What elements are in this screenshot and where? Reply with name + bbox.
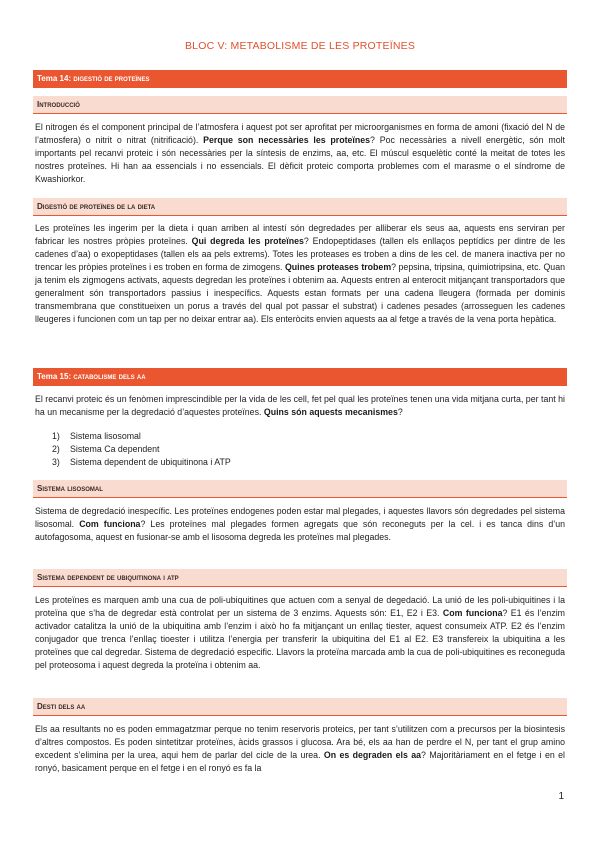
text-run: Les proteïnes les ingerim per la dieta i quan arriben al intestí són degredades per alliberar els seus aa, aquests ens serviran per fabricar les nostres pròpies proteïnes.: [35, 223, 565, 246]
ubiquitina-header: [33, 569, 567, 587]
list-text: Sistema Ca dependent: [70, 444, 160, 454]
text-run: ? E1 és l’enzim activador catalitza la unió de la ubiquitina amb l’enzim i això ho fa mitjançant un enllaç tiester, aquest consumeix ATP. E2 és l’enzim conjugador que trenca l’enllaç tioester i utilitza l’energia per transferir la ubiquitina del E1 al E2. E3 transfereix la ubiquitina a les proteïnes que cal degredar. Sistema de degredació especific. Llavors la proteïna marcada amb la cua de poli-ubiquitines es reconeguda pel proteosoma i aquest degreda la proteïna i obtenim aa.: [35, 608, 565, 670]
page-number: 1: [558, 791, 564, 802]
text-run: El nitrogen és el component principal de l’atmosfera i aquest pot ser aprofitat per microorganismes en forma de amoni (fixació del N de l’atmosfera) o nitrit o nitrat (nitrificació).: [35, 122, 565, 145]
tema-14-title: : digestió de proteïnes: [68, 74, 150, 83]
bold-question: Com funciona: [79, 519, 141, 529]
text-run: Les proteïnes es marquen amb una cua de poli-ubiquitines que actuen com a senyal de degedació. La unió de les poli-ubiquitines i la proteïna que s’ha de degredar està controlat per un sistema de 3 enzims. Aquests són: E1, E2 i E3.: [35, 595, 565, 618]
list-item: [52, 443, 231, 456]
desti-header: [33, 698, 567, 716]
text-run: ? pepsina, tripsina, quimiotripsina, etc. Quan ja tenim els zigmogens activats, aquests degredan les proteïnes i obtenim aa. Aquests entren al enterocit mitjançant transportadors que generalment són transportadors passius i inespecífics. Aquests estan formats per una cadena lleugera (formada per dominis transmembrana que constitueixen un porus a través del qual pot passar el substrat) i cadenes pesades (arrosseguen les cadenes lleugeres i funcionen com un tap per no deixar entrar aa). Els enteròcits envien aquests aa al fetge a través de la vena porta hepàtica.: [35, 262, 565, 324]
lisosomal-heading: Sistema lisosomal: [37, 484, 103, 493]
introduccio-heading: Introducció: [37, 100, 80, 109]
lisosomal-header: [33, 480, 567, 498]
text-run: ?: [397, 407, 403, 417]
list-text: Sistema lisosomal: [70, 431, 141, 441]
tema-15-lead: Tema 15: [37, 372, 69, 381]
text-run: ? Les proteïnes mal plegades formen agregats que són reconeguts per la cel. i es tanca dins d’un autofagosoma, aquest en fusionar-se amb el lisosoma degreda les proteïnes mal plegades.: [35, 519, 566, 542]
text-run: ? Poc necessàries a nivell energètic, són molt importants pel recanvi proteic i són necessàries per la síntesis de enzims, aa, etc. El múscul esquelètic conté la meitat de totes les nostres proteïnes. Hi han aa essencials i no essencials. El dèficit proteic comporta problemes com el marasme o el síndrome de Kwashiorkor.: [35, 135, 565, 184]
list-number: 2): [52, 444, 60, 454]
digestio-header: [33, 198, 567, 216]
introduccio-paragraph: [35, 121, 565, 186]
tema-14-header: [33, 70, 567, 88]
text-run: Sistema de degredació inespecífic. Les proteïnes endogenes poden estar mal plegades, i aquestes llavors són degredades pel sistema lisosomal.: [35, 506, 565, 529]
digestio-paragraph: [35, 222, 565, 326]
list-number: 1): [52, 431, 60, 441]
document-title: BLOC V: METABOLISME DE LES PROTEÏNES: [184, 40, 416, 52]
bold-question: Com funciona: [442, 608, 503, 618]
tema-14-lead: Tema 14: [37, 74, 69, 83]
desti-heading: Desti dels aa: [37, 702, 86, 711]
list-text: Sistema dependent de ubiquitinona i ATP: [70, 457, 231, 467]
list-item: [52, 430, 231, 443]
bold-question: Perque son necessàries les proteïnes: [203, 135, 371, 145]
tema-15-title: : catabolisme dels aa: [68, 372, 146, 381]
tema-15-header: [33, 368, 567, 386]
introduccio-header: [33, 96, 567, 114]
desti-paragraph: [35, 723, 565, 775]
text-run: El recanvi proteic és un fenòmen imprescindible per la vida de les cell, fet pel qual les proteïnes tenen una vida mitjana curta, per tant hi ha un mecanisme per la degredació d’aquestes proteïnes.: [35, 394, 565, 417]
text-run: ? Majoritàriament en el fetge i en el ronyó, basicament perque en el fetge i en el ronyó es fa la: [35, 750, 566, 773]
bold-question: Qui degreda les proteïnes: [191, 236, 304, 246]
list-number: 3): [52, 457, 60, 467]
mechanisms-list: [52, 430, 231, 469]
list-item: [52, 456, 231, 469]
ubiquitina-heading: Sistema dependent de ubiquitinona i atp: [37, 573, 179, 582]
digestio-heading: Digestió de proteïnes de la dieta: [37, 202, 156, 211]
text-run: ? Endopeptidases (tallen els enllaços peptídics per dintre de les cadenes d’aa) o exopeptidases (tallen els aa pels extrems). Totes les proteases es troben a dins de les cel. de manera inactiva per no trencar les pròpies proteïnes i es troben en forma de zimogens.: [35, 236, 565, 272]
bold-question: Quins són aquests mecanismes: [263, 407, 398, 417]
tema-15-paragraph: [35, 393, 565, 419]
bold-question: On es degraden els aa: [323, 750, 422, 760]
bold-question: Quines proteases trobem: [284, 262, 392, 272]
text-run: Els aa resultants no es poden emmagatzmar perque no tenim reservoris proteics, per tant s’utilitzen com a precursos per la biosintesis d’altres compostos. Es poden sintetitzar proteïnes, àcids grassos i glucosa. Ara bé, els aa han de perdre el N, per tant el grup amino excedent s’elimina per la urea, aqui hem de parlar del cicle de la urea.: [35, 724, 565, 760]
lisosomal-paragraph: [35, 505, 565, 544]
ubiquitina-paragraph: [35, 594, 565, 672]
